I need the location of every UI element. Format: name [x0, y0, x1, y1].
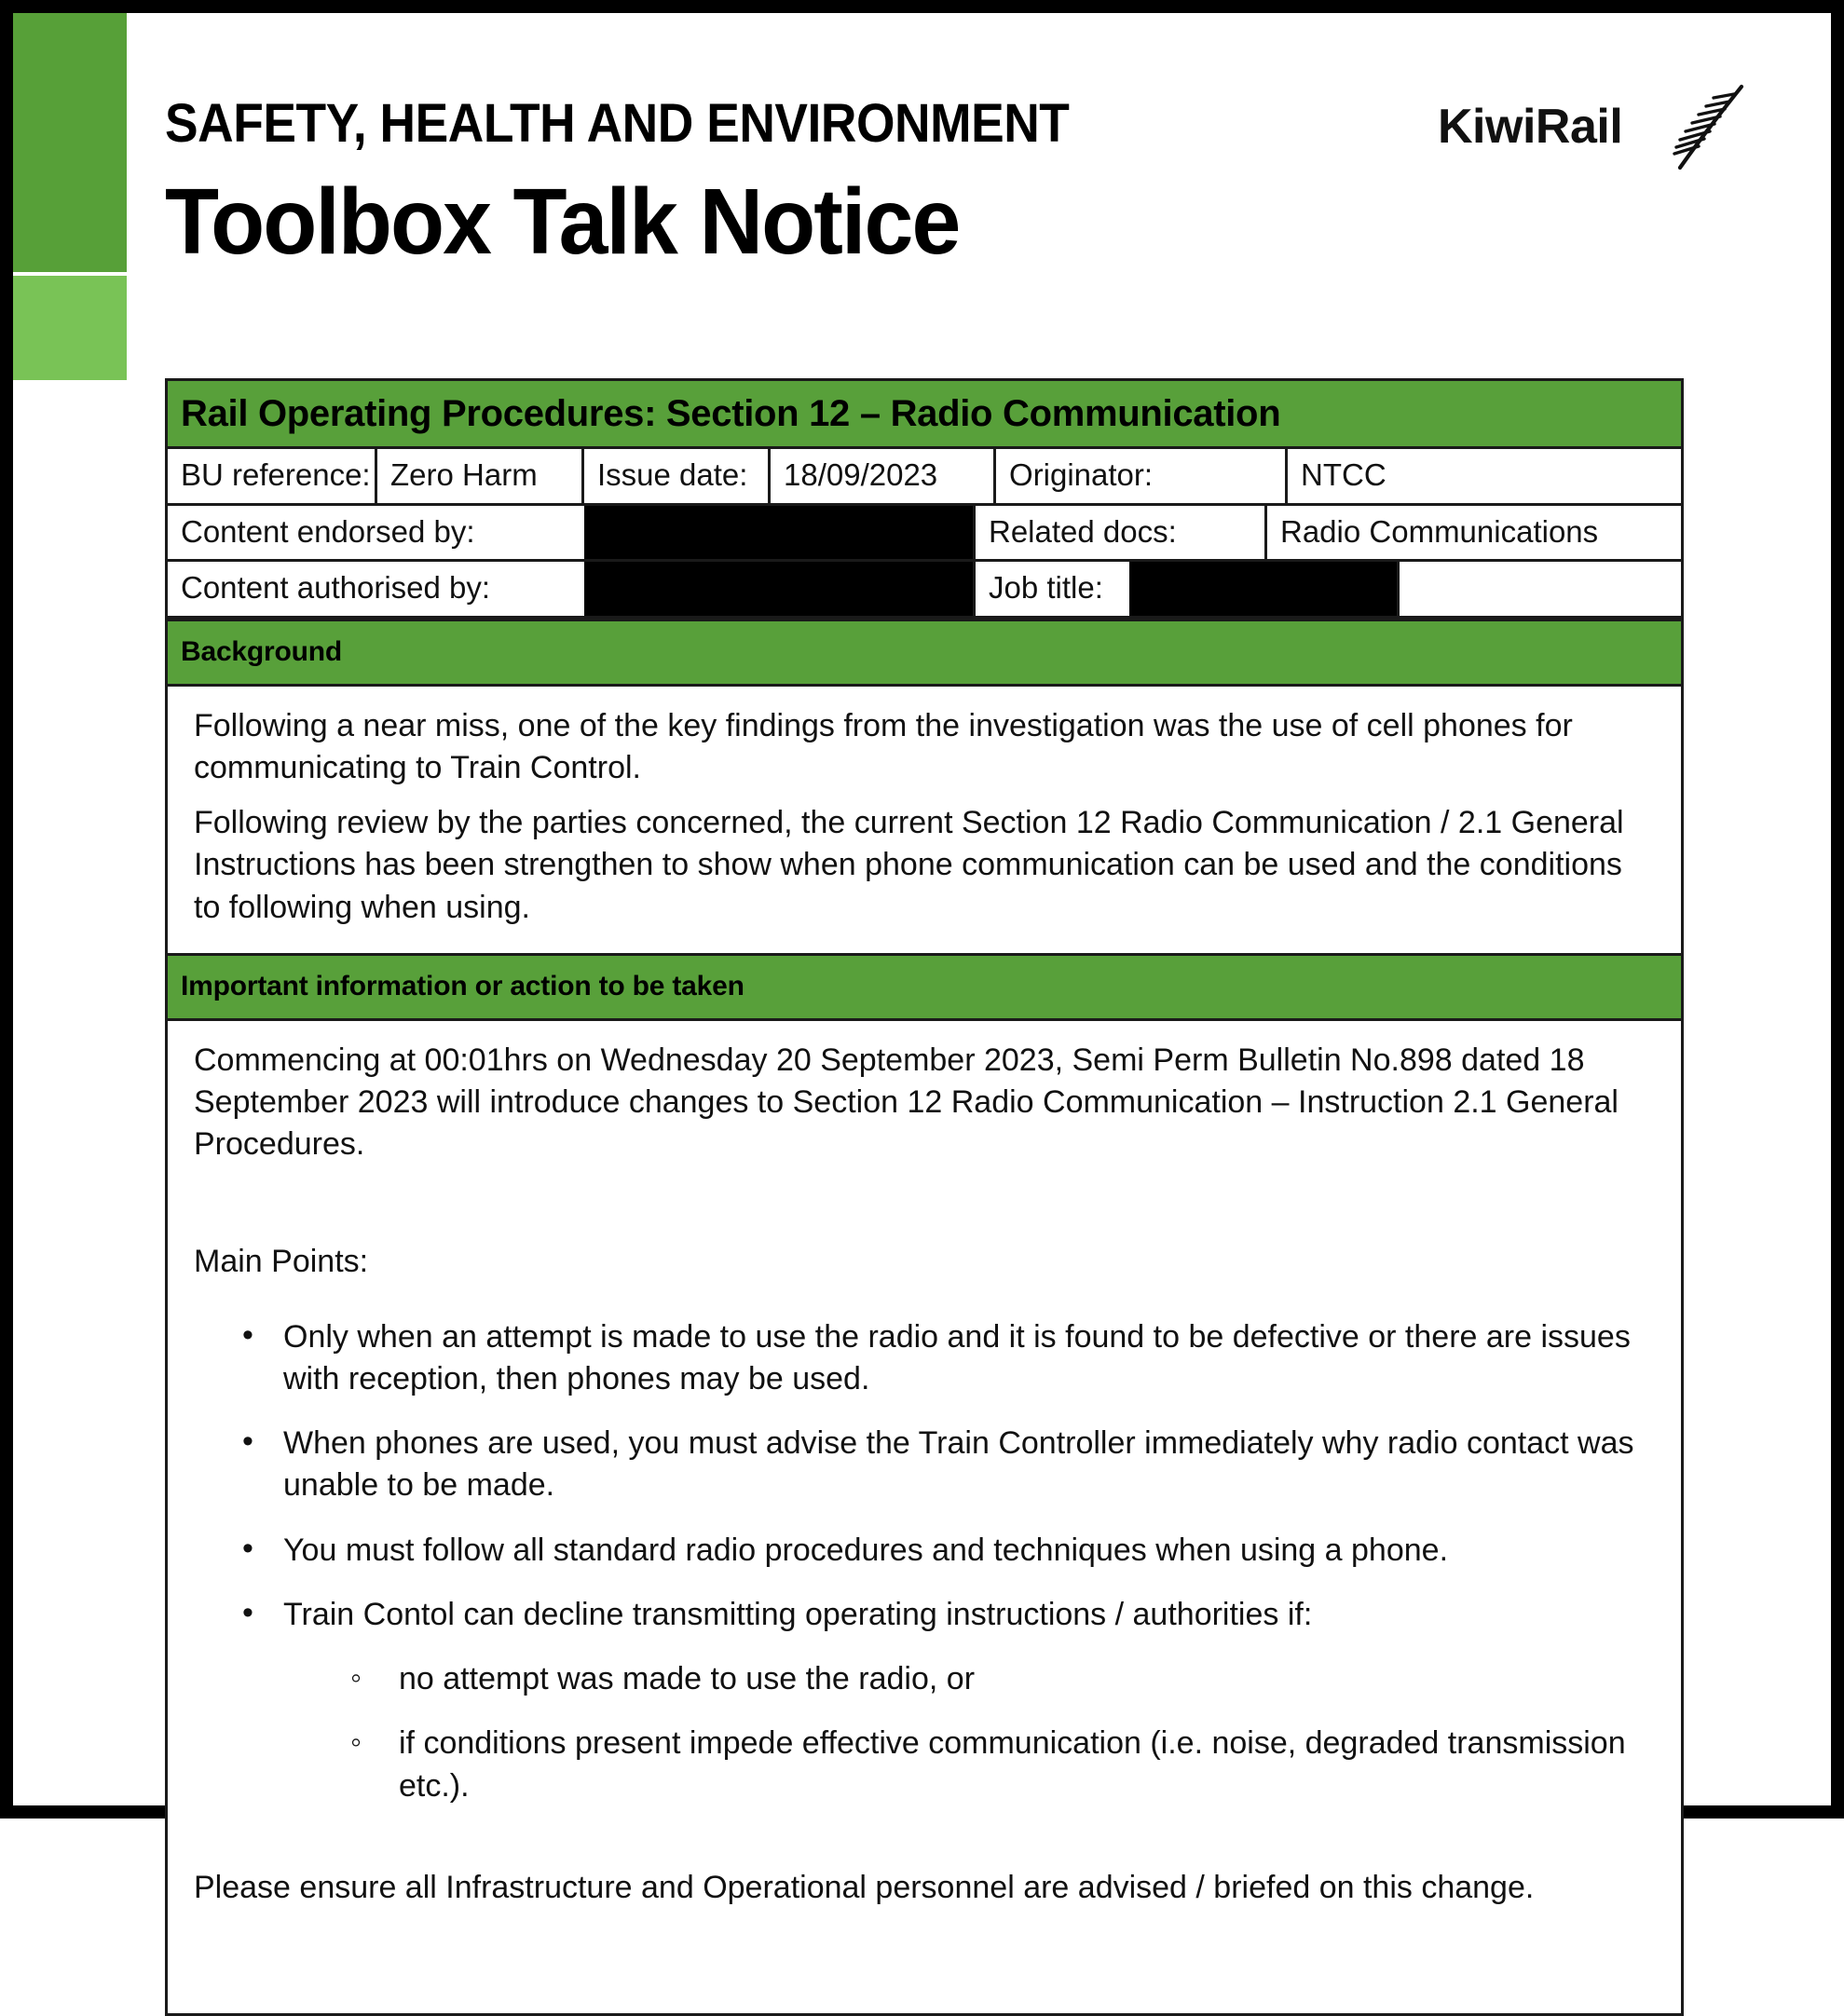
list-item: ◦ no attempt was made to use the radio, or — [194, 1658, 1655, 1700]
issue-date-value: 18/09/2023 — [771, 449, 996, 503]
originator-value: NTCC — [1301, 457, 1386, 492]
related-docs-value: Radio Communications — [1280, 513, 1599, 549]
list-item: • Train Contol can decline transmitting operating instructions / authorities if: — [194, 1594, 1655, 1636]
list-item: • You must follow all standard radio procedures and techniques when using a phone. — [194, 1530, 1655, 1572]
kiwirail-logo — [1438, 86, 1736, 175]
list-item: ◦ if conditions present impede effective communication (i.e. noise, degraded transmission etc.). — [194, 1723, 1655, 1806]
content-endorsed-label: Content endorsed by: — [181, 513, 475, 549]
background-paragraph-1: Following a near miss, one of the key findings from the investigation was the use of cell phones for communicating to Train Control. — [194, 707, 1573, 785]
content-authorised-redaction — [584, 562, 976, 616]
job-title-blank-cell — [1400, 562, 1681, 616]
decorative-green-bar-dark — [13, 13, 127, 272]
job-title-redaction — [1129, 562, 1400, 616]
background-body — [168, 687, 1681, 953]
decorative-green-bar-light — [13, 276, 127, 380]
meta-row-reference — [168, 449, 1681, 506]
fern-leaf-icon — [1661, 82, 1747, 175]
originator-label: Originator: — [996, 449, 1288, 503]
notice-table — [165, 378, 1684, 2016]
document-title-band — [168, 381, 1681, 449]
meta-row-authorised — [168, 562, 1681, 619]
spacer — [194, 1830, 1655, 1867]
list-item: • Only when an attempt is made to use the radio and it is found to be defective or there are issues with reception, then phones may be used. — [194, 1316, 1655, 1400]
content-authorised-label: Content authorised by: — [181, 570, 491, 606]
background-section-label: Background — [181, 635, 343, 667]
page-eyebrow: SAFETY, HEALTH AND ENVIRONMENT — [165, 93, 1070, 154]
closing-paragraph: Please ensure all Infrastructure and Operational personnel are advised / briefed on this change. — [194, 1869, 1535, 1905]
important-body — [168, 1021, 1681, 2013]
important-intro-paragraph: Commencing at 00:01hrs on Wednesday 20 September 2023, Semi Perm Bulletin No.898 dated 18 September 2023 will introduce changes to Section 12 Radio Communication – Instruction 2.1 General Procedures. — [194, 1042, 1619, 1163]
content-endorsed-redaction — [584, 506, 976, 560]
document-title: Rail Operating Procedures: Section 12 – Radio Communication — [181, 393, 1281, 434]
issue-date-label: Issue date: — [584, 449, 771, 503]
page-title: Toolbox Talk Notice — [165, 170, 960, 274]
important-section-label: Important information or action to be taken — [181, 970, 744, 1001]
spacer — [194, 1179, 1655, 1241]
spacer — [194, 1909, 1655, 1989]
spacer — [194, 1296, 1655, 1316]
list-item: • When phones are used, you must advise the Train Controller immediately why radio contact was unable to be made. — [194, 1423, 1655, 1506]
important-section-band — [168, 953, 1681, 1021]
kiwirail-wordmark: KiwiRail — [1438, 100, 1623, 154]
meta-row-endorsed — [168, 506, 1681, 563]
background-paragraph-2: Following review by the parties concerned, the current Section 12 Radio Communication / 2.1 General Instructions has been strengthen to show when phone communication can be used and the conditions to following when using. — [194, 805, 1624, 925]
bu-reference-label: BU reference: — [168, 449, 377, 503]
bu-reference-value: Zero Harm — [377, 449, 584, 503]
main-points-sublist — [194, 1658, 1655, 1807]
background-section-band — [168, 619, 1681, 687]
slide-canvas — [13, 13, 1831, 1905]
related-docs-label: Related docs: — [976, 506, 1267, 560]
main-points-list — [194, 1316, 1655, 1636]
job-title-label: Job title: — [989, 570, 1103, 606]
main-points-label: Main Points: — [194, 1243, 369, 1279]
